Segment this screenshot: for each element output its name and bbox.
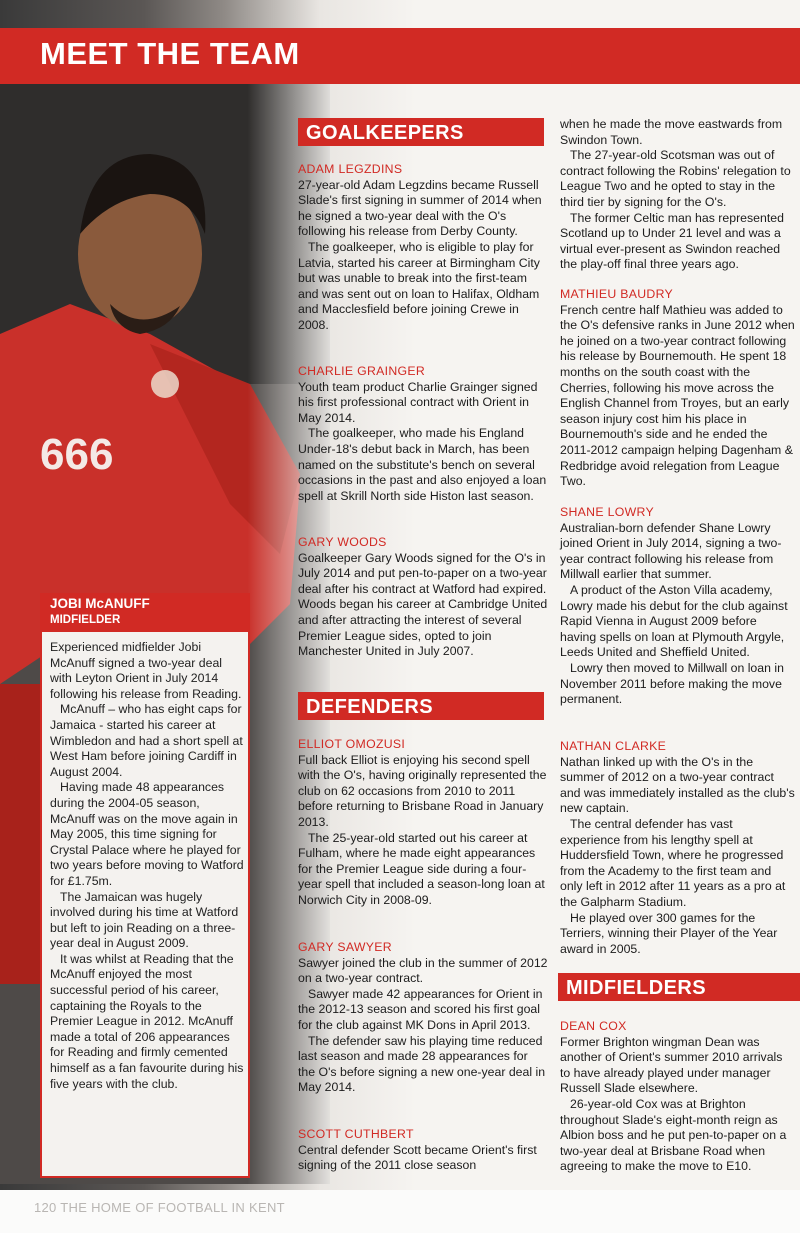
player-bio: The 25-year-old started out his career at Fulham, where he made eight appearances for the Premier League side during a four-year spell that included a season-long loan at Norwich City in 2008-09.	[298, 830, 545, 907]
profile-name: JOBI McANUFF	[50, 596, 150, 611]
profile-role: MIDFIELDER	[50, 614, 121, 626]
section-header-goalkeepers: GOALKEEPERS	[298, 118, 544, 146]
player-name: CHARLIE GRAINGER	[298, 364, 426, 378]
player-bio: A product of the Aston Villa academy, Lowry made his debut for the club against Rapid Vienna in August 2009 before having spells on loan at Plymouth Argyle, Leeds United and Sheffield United.	[560, 582, 788, 660]
footer-text: 120 THE HOME OF FOOTBALL IN KENT	[34, 1200, 285, 1215]
player-bio: The goalkeeper, who is eligible to play for Latvia, started his career at Birmingham City but was unable to break into the first-team and was sent out on loan to Halifax, Oldham and Macclesfield before joining Crewe in 2008.	[298, 239, 540, 332]
player-bio: when he made the move eastwards from Swindon Town.	[560, 117, 783, 147]
player-bio: He played over 300 games for the Terriers, winning their Player of the Year award in 2005.	[560, 910, 778, 956]
player-entry	[298, 162, 548, 334]
profile-paragraph: McAnuff – who has eight caps for Jamaica - started his career at Wimbledon and had a short spell at West Ham before joining Cardiff in August 2004.	[50, 702, 243, 779]
player-name: ADAM LEGZDINS	[298, 162, 403, 176]
player-bio: Woods began his career at Cambridge United and after attracting the interest of several Premier League sides, opted to join Manchester United in July 2007.	[298, 597, 548, 659]
profile-paragraph: Experienced midfielder Jobi McAnuff signed a two-year deal with Leyton Orient in July 2014 following his release from Reading.	[50, 640, 242, 701]
player-bio: Former Brighton wingman Dean was another of Orient's summer 2010 arrivals to have already played under manager Russell Slade elsewhere.	[560, 1034, 783, 1096]
player-bio: Sawyer made 42 appearances for Orient in the 2012-13 season and scored his first goal for the club against MK Dons in April 2013.	[298, 986, 543, 1032]
player-entry	[560, 287, 796, 490]
player-name: GARY SAWYER	[298, 940, 392, 954]
player-entry	[298, 364, 548, 504]
player-bio: Full back Elliot is enjoying his second spell with the O's, having originally represented the club on 62 occasions from 2010 to 2011 before returning to Brisbane Road in January 2013.	[298, 752, 547, 829]
player-entry	[560, 505, 796, 708]
player-bio: The goalkeeper, who made his England Under-18's debut back in March, has been named on the substitute's bench on several occasions in the past and also enjoyed a loan spell at Skrill North side Histon last season.	[298, 426, 547, 503]
player-entry	[298, 1127, 548, 1174]
page-title: MEET THE TEAM	[40, 36, 300, 71]
player-name: ELLIOT OMOZUSI	[298, 737, 406, 751]
player-bio: Sawyer joined the club in the summer of 2012 on a two-year contract.	[298, 955, 548, 986]
player-entry	[560, 1019, 796, 1175]
player-entry	[560, 739, 796, 957]
player-name: SCOTT CUTHBERT	[298, 1127, 414, 1141]
player-bio: The central defender has vast experience from his lengthy spell at Huddersfield Town, where he progressed from the Academy to the first team and only left in 2012 after 11 years as a pro at the Galpharm Stadium.	[560, 816, 786, 909]
player-name: NATHAN CLARKE	[560, 739, 667, 753]
player-name: DEAN COX	[560, 1019, 627, 1033]
player-name: SHANE LOWRY	[560, 505, 654, 519]
player-bio: The 27-year-old Scotsman was out of contract following the Robins' relegation to League Two and he opted to stay in the third tier by signing for the O's.	[560, 148, 791, 209]
player-bio: Nathan linked up with the O's in the summer of 2012 on a two-year contract and was immediately installed as the club's new captain.	[560, 754, 795, 816]
section-header-midfielders: MIDFIELDERS	[558, 973, 800, 1001]
player-bio: 27-year-old Adam Legzdins became Russell Slade's first signing in summer of 2014 when he signed a two-year deal with the O's following his release from Derby County.	[298, 177, 542, 239]
player-entry	[560, 117, 796, 273]
player-entry	[298, 737, 548, 909]
player-name: GARY WOODS	[298, 535, 387, 549]
profile-paragraph: It was whilst at Reading that the McAnuff enjoyed the most successful period of his career, captaining the Royals to the Premier League in 2012. McAnuff made a total of 206 appearances for Reading and firmly cemented himself as a fan favourite during his five years with the club.	[50, 951, 244, 1091]
player-name: MATHIEU BAUDRY	[560, 287, 674, 301]
player-bio: The defender saw his playing time reduced last season and made 28 appearances for the O's before signing a new one-year deal in May 2014.	[298, 1033, 546, 1095]
player-bio: Youth team product Charlie Grainger signed his first professional contract with Orient in May 2014.	[298, 379, 538, 425]
player-entry	[298, 535, 548, 660]
profile-paragraph: The Jamaican was hugely involved during his time at Watford but left to join Reading on a three-year deal in August 2009.	[50, 889, 239, 951]
player-bio: The former Celtic man has represented Scotland up to Under 21 level and was a virtual ever-present as Swindon reached the play-off final three years ago.	[560, 210, 784, 272]
player-bio: French centre half Mathieu was added to the O's defensive ranks in June 2012 when he joined on a two-year contract following his release by Bournemouth. He spent 18 months on the south coast with the Cherries, following his move across the English Channel from Troyes, but an early season injury cost him his place in Bournemouth's side and he ended the 2011-2012 campaign helping Dagenham & Redbridge avoid relegation from League Two.	[560, 302, 795, 489]
player-bio: Goalkeeper Gary Woods signed for the O's in July 2014 and put pen-to-paper on a two-year deal after his contract at Watford had expired.	[298, 550, 547, 596]
player-entry	[298, 940, 548, 1096]
player-bio: Central defender Scott became Orient's first signing of the 2011 close season	[298, 1142, 537, 1173]
player-bio: Lowry then moved to Millwall on loan in November 2011 before making the move permanent.	[560, 660, 784, 707]
profile-text	[50, 640, 246, 1092]
player-bio: Australian-born defender Shane Lowry joined Orient in July 2014, signing a two-year contract following his release from Millwall earlier that summer.	[560, 520, 782, 582]
player-bio: 26-year-old Cox was at Brighton throughout Slade's eight-month reign as Albion boss and he put pen-to-paper on a two-year deal at Brisbane Road when agreeing to make the move to E10.	[560, 1096, 787, 1174]
section-header-defenders: DEFENDERS	[298, 692, 544, 720]
profile-paragraph: Having made 48 appearances during the 2004-05 season, McAnuff was on the move again in May 2005, this time signing for Crystal Palace where he played for two years before moving to Watford for £1.75m.	[50, 780, 244, 888]
